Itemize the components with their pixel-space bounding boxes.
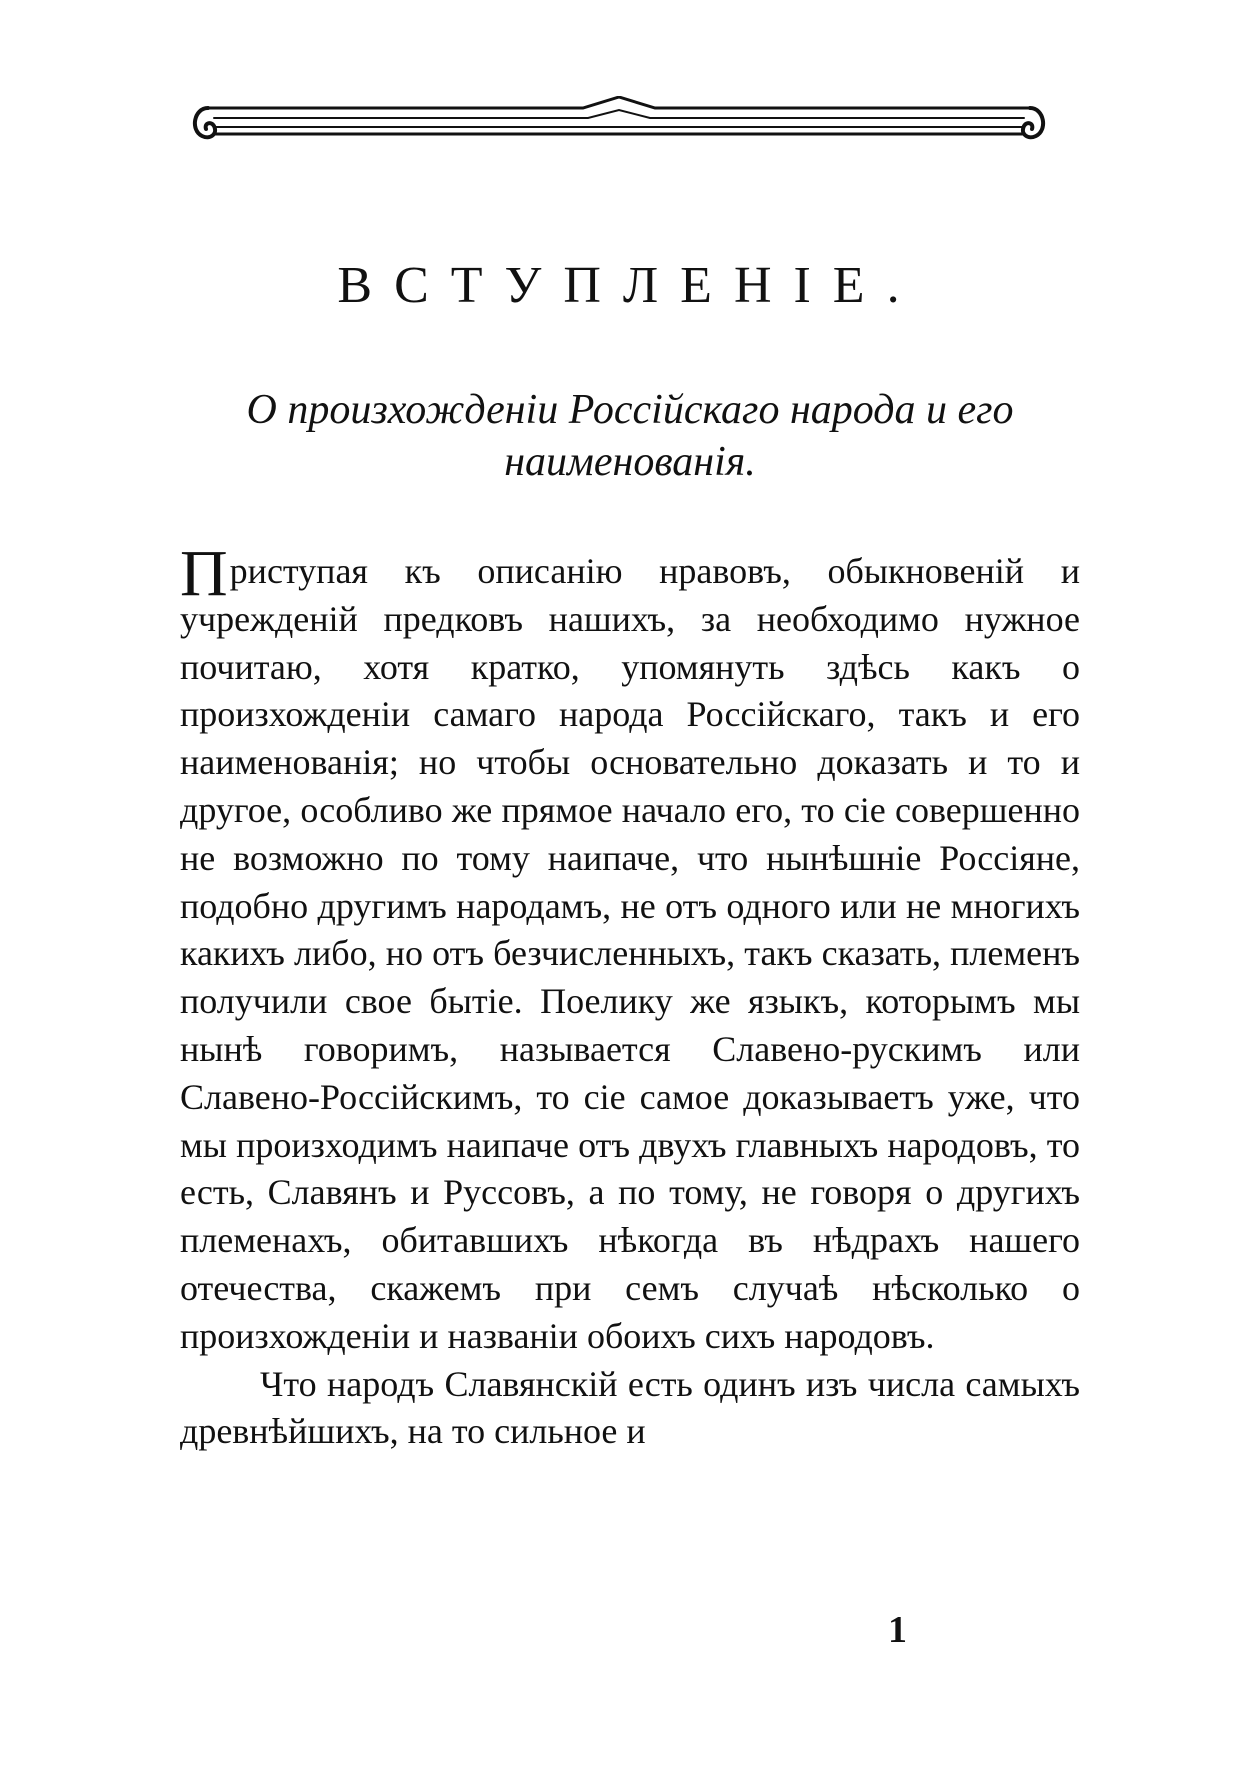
paragraph-2: Что народъ Славянскій есть одинъ изъ числа самыхъ древнѣйшихъ, на то сильное и (180, 1363, 1080, 1452)
body-text (180, 537, 1080, 1456)
paragraph-1: Приступая къ описанію нравовъ, обыкновеній и учрежденій предковъ нашихъ, за необходимо нужное почитаю, хотя кратко, упомянуть здѣсь какъ о произхожденіи самаго народа Россійскаго, такъ и его наименованія; но чтобы основательно доказать и то и другое, особливо же прямое начало его, то сіе совершенно не возможно по тому наипаче, что нынѣшніе Россіяне, подобно другимъ народамъ, не отъ одного или не многихъ какихъ либо, но отъ безчисленныхъ, такъ сказать, племенъ получили свое бытіе. Поелику же языкъ, которымъ мы нынѣ говоримъ, называется Славено-рускимъ или Славено-Россійскимъ, то сіе самое доказываетъ уже, что мы произходимъ наипаче отъ двухъ главныхъ народовъ, то есть, Славянъ и Руссовъ, а по тому, не говоря о другихъ племенахъ, обитавшихъ нѣкогда въ нѣдрахъ нашего отечества, скажемъ при семъ случаѣ нѣсколько о произхожденіи и названіи обоихъ сихъ народовъ. (180, 537, 1080, 1356)
header-ornament (188, 96, 1050, 150)
chapter-heading: ВСТУПЛЕНІЕ. (337, 257, 922, 314)
subtitle-line-2: наименованія. (504, 439, 756, 485)
subtitle-line-1: О произхожденіи Россійскаго народа и его (246, 387, 1014, 433)
chapter-subtitle (180, 384, 1080, 488)
page-number: 1 (888, 1609, 907, 1651)
